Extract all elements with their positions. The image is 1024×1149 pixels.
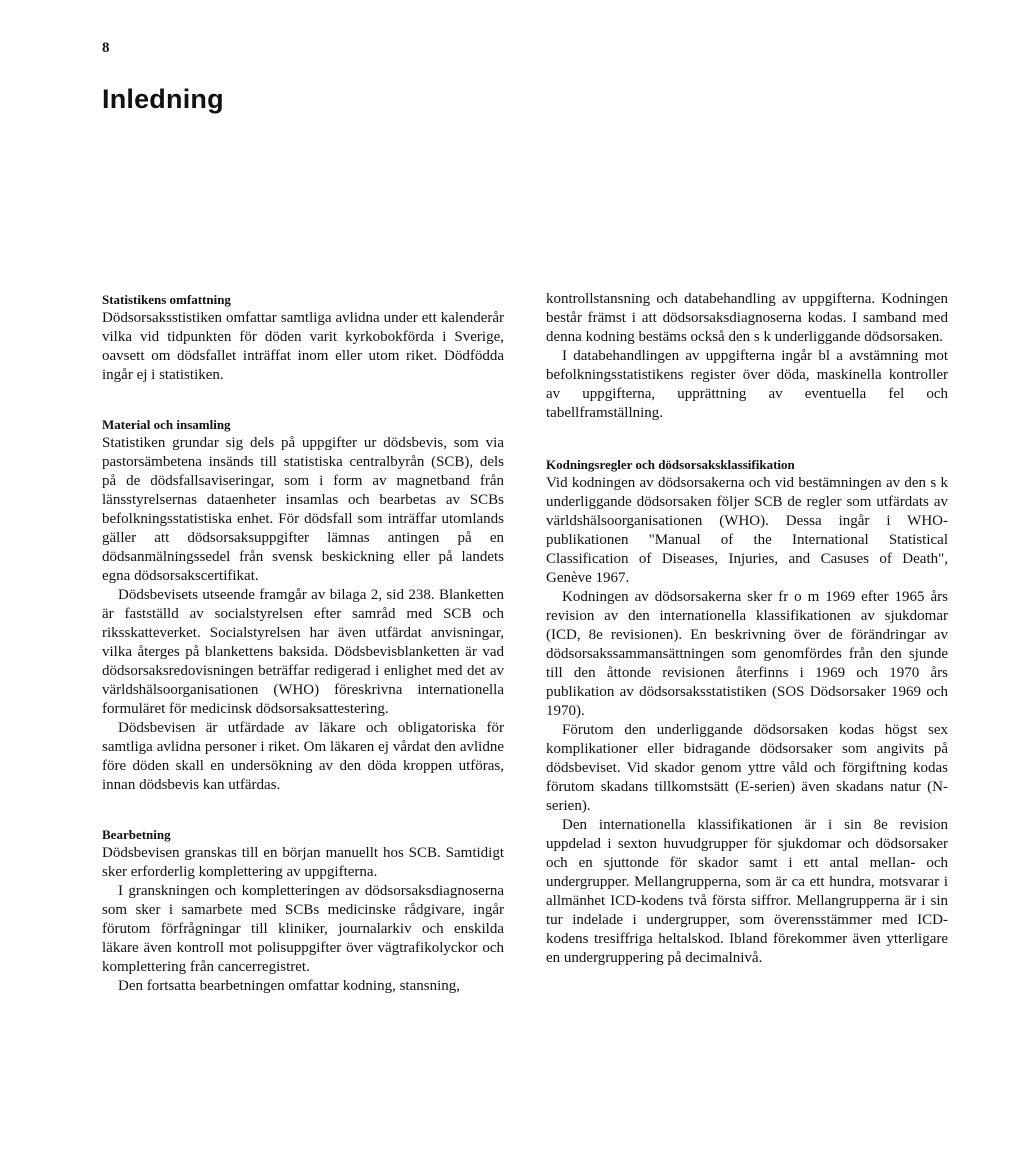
section-material-och-insamling xyxy=(102,415,504,795)
paragraph: Kodningen av dödsorsakerna sker fr o m 1969 efter 1965 års revision av den internationella klassifikationen av sjukdomar (ICD, 8e revisionen). En beskrivning över de förändringar av dödsorsakssammansättningen som genomfördes från den sjunde till den åttonde revisionen återfinns i 1969 och 1970 års publikation av dödsorsaksstatistiken (SOS Dödsorsaker 1969 och 1970). xyxy=(546,589,948,719)
section-bearbetning xyxy=(102,825,504,996)
paragraph: Den fortsatta bearbetningen omfattar kodning, stansning, xyxy=(118,978,460,994)
section-heading: Statistikens omfattning xyxy=(102,292,231,307)
paragraph: Förutom den underliggande dödsorsaken kodas högst sex komplikationer eller bidragande dödsorsaker som angivits på dödsbeviset. Vid skador genom yttre våld och förgiftning kodas förutom skadans tillkomstsätt (E-serien) även skadans natur (N-serien). xyxy=(546,722,948,814)
left-column xyxy=(102,290,504,1026)
paragraph: I granskningen och kompletteringen av dödsorsaksdiagnoserna som sker i samarbete med SCBs medicinske rådgivare, ingår förutom förfrågningar till kliniker, journalarkiv och enskilda läkare även kontroll mot polisuppgifter över vägtrafikolyckor och komplettering från cancerregistret. xyxy=(102,883,504,975)
paragraph: Dödsbevisen är utfärdade av läkare och obligatoriska för samtliga avlidna personer i riket. Om läkaren ej vårdat den avlidne före döden skall en undersökning av den döda kroppen utföras, innan dödsbevis kan utfärdas. xyxy=(102,720,504,793)
paragraph: Den internationella klassifikationen är i sin 8e revision uppdelad i sexton huvudgrupper för sjukdomar och dödsorsaker och en sjuttonde för skador samt i ett antal mellan- och undergrupper. Mellangrupperna, som är ca ett hundra, motsvarar i allmänhet ICD-kodens två första siffror. Mellangrupperna är i sin tur indelade i undergrupper, som överensstämmer med ICD-kodens tresiffriga heltalskod. Ibland förekommer även ytterligare en undergruppering på decimalnivå. xyxy=(546,817,948,966)
section-kodningsregler xyxy=(546,455,948,968)
paragraph: I databehandlingen av uppgifterna ingår bl a avstämning mot befolkningsstatistikens register över döda, maskinella kontroller av uppgifterna, upprättning av eventuella fel och tabellframställning. xyxy=(546,348,948,421)
paragraph: Dödsbevisen granskas till en början manuellt hos SCB. Samtidigt sker erforderlig komplettering av uppgifterna. xyxy=(102,845,504,880)
paragraph: Dödsorsaksstistiken omfattar samtliga avlidna under ett kalenderår vilka vid tidpunkten för döden varit kyrkobokförda i Sverige, oavsett om dödsfallet inträffat inom eller utom riket. Dödfödda ingår ej i statistiken. xyxy=(102,310,504,383)
section-continuation xyxy=(546,290,948,423)
paragraph: Vid kodningen av dödsorsakerna och vid bestämningen av den s k underliggande dödsorsaken följer SCB de regler som utfärdats av världshälsoorganisationen (WHO). Dessa ingår i WHO-publikationen "Manual of the International Statistical Classification of Diseases, Injuries, and Casuses of Death", Genève 1967. xyxy=(546,475,948,586)
section-statistikens-omfattning xyxy=(102,290,504,385)
page-number: 8 xyxy=(102,40,110,56)
page-title: Inledning xyxy=(102,84,224,114)
section-heading: Material och insamling xyxy=(102,417,231,432)
section-heading: Kodningsregler och dödsorsaksklassifikation xyxy=(546,457,795,472)
section-heading: Bearbetning xyxy=(102,827,171,842)
paragraph: Statistiken grundar sig dels på uppgifter ur dödsbevis, som via pastorsämbetena insänds till statistiska centralbyrån (SCB), dels på de dödsfallsaviseringar, som i form av magnetband från länsstyrelsernas dataenheter insamlas och bearbetas av SCBs befolkningsstatistiska enhet. För dödsfall som inträffar utomlands gäller att dödsorsaksuppgifter lämnas antingen på en dödsanmälningssedel från svensk beskickning eller på landets egna dödsorsakscertifikat. xyxy=(102,435,504,584)
paragraph: kontrollstansning och databehandling av uppgifterna. Kodningen består främst i att dödsorsaksdiagnoserna kodas. I samband med denna kodning bestäms också den s k underliggande dödsorsaken. xyxy=(546,291,948,345)
paragraph: Dödsbevisets utseende framgår av bilaga 2, sid 238. Blanketten är fastställd av socialstyrelsen efter samråd med SCB och riksskatteverket. Socialstyrelsen har även utfärdat anvisningar, vilka återges på blankettens baksida. Dödsbevisblanketten är vad dödsorsaksredovisningen beträffar redigerad i enlighet med det av världshälsoorganisationen (WHO) föreskrivna internationella formuläret för medicinsk dödsorsaksattestering. xyxy=(102,587,504,717)
right-column xyxy=(546,290,948,998)
